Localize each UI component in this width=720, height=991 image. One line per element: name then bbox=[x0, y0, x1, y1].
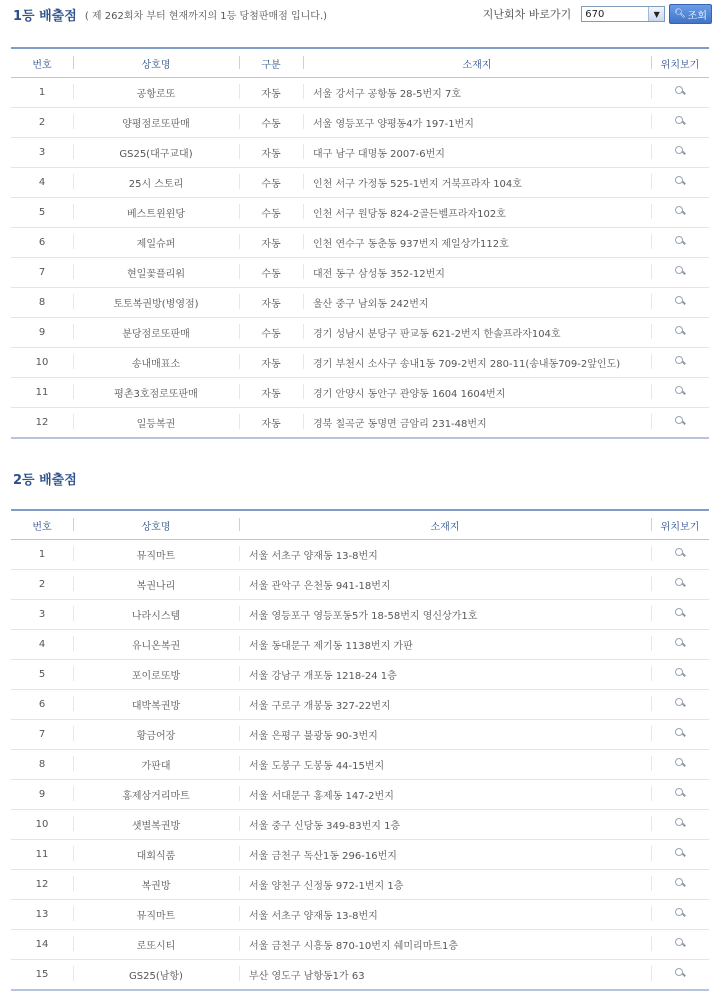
magnifier-icon[interactable] bbox=[673, 877, 687, 889]
table-row bbox=[11, 900, 709, 930]
col-header-address: 소재지 bbox=[303, 48, 651, 78]
cell: 홍제삼거리마트 bbox=[73, 780, 239, 810]
cell: 9 bbox=[11, 318, 73, 348]
cell: 서울 구로구 개봉동 327-22번지 bbox=[239, 690, 651, 720]
magnifier-icon[interactable] bbox=[673, 295, 687, 307]
magnifier-icon[interactable] bbox=[673, 847, 687, 859]
cell: 부산 영도구 남항동1가 63 bbox=[239, 960, 651, 991]
cell: GS25(대구교대) bbox=[73, 138, 239, 168]
magnifier-icon[interactable] bbox=[673, 607, 687, 619]
cell: 4 bbox=[11, 630, 73, 660]
cell: 분당점로또판매 bbox=[73, 318, 239, 348]
cell: 서울 관악구 은천동 941-18번지 bbox=[239, 570, 651, 600]
location-cell bbox=[651, 78, 709, 108]
cell: 15 bbox=[11, 960, 73, 991]
cell: 8 bbox=[11, 288, 73, 318]
cell: 현일꽃플리워 bbox=[73, 258, 239, 288]
cell: 서울 중구 신당동 349-83번지 1층 bbox=[239, 810, 651, 840]
cell: 5 bbox=[11, 660, 73, 690]
cell: 수동 bbox=[239, 258, 303, 288]
location-cell bbox=[651, 840, 709, 870]
location-cell bbox=[651, 870, 709, 900]
cell: 샛별복권방 bbox=[73, 810, 239, 840]
table-row bbox=[11, 600, 709, 630]
magnifier-icon[interactable] bbox=[673, 385, 687, 397]
cell: 13 bbox=[11, 900, 73, 930]
magnifier-icon[interactable] bbox=[673, 355, 687, 367]
cell: 로또시티 bbox=[73, 930, 239, 960]
cell: 경기 성남시 분당구 판교동 621-2번지 한솔프라자104호 bbox=[303, 318, 651, 348]
cell: 자동 bbox=[239, 288, 303, 318]
magnifier-icon[interactable] bbox=[673, 175, 687, 187]
cell: 서울 양천구 신정동 972-1번지 1층 bbox=[239, 870, 651, 900]
cell: 14 bbox=[11, 930, 73, 960]
table-row bbox=[11, 78, 709, 108]
cell: 포이로또방 bbox=[73, 660, 239, 690]
cell: 제일슈퍼 bbox=[73, 228, 239, 258]
cell: 자동 bbox=[239, 78, 303, 108]
table-header-row bbox=[11, 510, 709, 540]
magnifier-icon[interactable] bbox=[673, 817, 687, 829]
cell: 대구 남구 대명동 2007-6번지 bbox=[303, 138, 651, 168]
magnifier-icon[interactable] bbox=[673, 415, 687, 427]
location-cell bbox=[651, 750, 709, 780]
magnifier-icon[interactable] bbox=[673, 205, 687, 217]
cell: 인천 연수구 동춘동 937번지 제일상가112호 bbox=[303, 228, 651, 258]
cell: 경기 안양시 동안구 관양동 1604 1604번지 bbox=[303, 378, 651, 408]
cell: 대전 동구 삼성동 352-12번지 bbox=[303, 258, 651, 288]
location-cell bbox=[651, 318, 709, 348]
round-jump-label: 지난회차 바로가기 bbox=[482, 8, 572, 21]
magnifier-icon[interactable] bbox=[673, 115, 687, 127]
first-prize-note: ( 제 262회차 부터 현재까지의 1등 당첨판매점 입니다.) bbox=[84, 10, 328, 22]
col-header-number: 번호 bbox=[11, 510, 73, 540]
table-row bbox=[11, 690, 709, 720]
cell: 자동 bbox=[239, 378, 303, 408]
magnifier-icon[interactable] bbox=[673, 85, 687, 97]
cell: 7 bbox=[11, 720, 73, 750]
col-header-store: 상호명 bbox=[73, 510, 239, 540]
cell: 서울 강서구 공항동 28-5번지 7호 bbox=[303, 78, 651, 108]
cell: 5 bbox=[11, 198, 73, 228]
location-cell bbox=[651, 900, 709, 930]
col-header-number: 번호 bbox=[11, 48, 73, 78]
search-button[interactable] bbox=[669, 4, 712, 24]
magnifier-icon[interactable] bbox=[673, 937, 687, 949]
location-cell bbox=[651, 138, 709, 168]
cell: 수동 bbox=[239, 198, 303, 228]
magnifier-icon[interactable] bbox=[673, 577, 687, 589]
cell: 1 bbox=[11, 540, 73, 570]
table-row bbox=[11, 348, 709, 378]
search-button-label: 조회 bbox=[687, 10, 707, 22]
cell: 경기 부천시 소사구 송내1동 709-2번지 280-11(송내동709-2앞인도) bbox=[303, 348, 651, 378]
cell: 가판대 bbox=[73, 750, 239, 780]
location-cell bbox=[651, 378, 709, 408]
table-row bbox=[11, 870, 709, 900]
table-row bbox=[11, 540, 709, 570]
cell: 서울 은평구 불광동 90-3번지 bbox=[239, 720, 651, 750]
cell: 복권방 bbox=[73, 870, 239, 900]
location-cell bbox=[651, 228, 709, 258]
location-cell bbox=[651, 348, 709, 378]
location-cell bbox=[651, 780, 709, 810]
search-icon: 🔍︎ bbox=[674, 9, 686, 19]
cell: 10 bbox=[11, 348, 73, 378]
cell: 자동 bbox=[239, 348, 303, 378]
first-prize-table bbox=[11, 47, 709, 439]
table-row bbox=[11, 780, 709, 810]
location-cell bbox=[651, 540, 709, 570]
cell: 11 bbox=[11, 840, 73, 870]
cell: 자동 bbox=[239, 138, 303, 168]
cell: 인천 서구 원당동 824-2골든벨프라자102호 bbox=[303, 198, 651, 228]
location-cell bbox=[651, 288, 709, 318]
table-header-row bbox=[11, 48, 709, 78]
col-header-address: 소재지 bbox=[239, 510, 651, 540]
round-jump bbox=[483, 4, 712, 24]
cell: 3 bbox=[11, 600, 73, 630]
cell: 서울 영등포구 양평동4가 197-1번지 bbox=[303, 108, 651, 138]
cell: 자동 bbox=[239, 408, 303, 439]
magnifier-icon[interactable] bbox=[673, 787, 687, 799]
table-row bbox=[11, 840, 709, 870]
table-row bbox=[11, 258, 709, 288]
cell: 7 bbox=[11, 258, 73, 288]
magnifier-icon[interactable] bbox=[673, 145, 687, 157]
cell: 복권나리 bbox=[73, 570, 239, 600]
cell: 2 bbox=[11, 570, 73, 600]
magnifier-icon[interactable] bbox=[673, 325, 687, 337]
second-prize-table bbox=[11, 509, 709, 991]
cell: 황금어장 bbox=[73, 720, 239, 750]
magnifier-icon[interactable] bbox=[673, 967, 687, 979]
cell: 대박복권방 bbox=[73, 690, 239, 720]
location-cell bbox=[651, 690, 709, 720]
cell: 뮤직마트 bbox=[73, 900, 239, 930]
table-row bbox=[11, 750, 709, 780]
location-cell bbox=[651, 168, 709, 198]
location-cell bbox=[651, 630, 709, 660]
cell: 서울 동대문구 제기동 1138번지 가판 bbox=[239, 630, 651, 660]
location-cell bbox=[651, 930, 709, 960]
table-row bbox=[11, 408, 709, 439]
cell: 베스트윈윈당 bbox=[73, 198, 239, 228]
cell: 서울 서초구 양재동 13-8번지 bbox=[239, 540, 651, 570]
col-header-location: 위치보기 bbox=[651, 48, 709, 78]
location-cell bbox=[651, 660, 709, 690]
magnifier-icon[interactable] bbox=[673, 757, 687, 769]
magnifier-icon[interactable] bbox=[673, 547, 687, 559]
cell: 서울 서초구 양재동 13-8번지 bbox=[239, 900, 651, 930]
cell: 서울 강남구 개포동 1218-24 1층 bbox=[239, 660, 651, 690]
cell: 뮤직마트 bbox=[73, 540, 239, 570]
location-cell bbox=[651, 408, 709, 439]
table-row bbox=[11, 138, 709, 168]
cell: 나라시스템 bbox=[73, 600, 239, 630]
cell: 경북 칠곡군 동명면 금암리 231-48번지 bbox=[303, 408, 651, 439]
location-cell bbox=[651, 108, 709, 138]
cell: 자동 bbox=[239, 228, 303, 258]
table-row bbox=[11, 288, 709, 318]
location-cell bbox=[651, 960, 709, 991]
col-header-location: 위치보기 bbox=[651, 510, 709, 540]
table-row bbox=[11, 630, 709, 660]
location-cell bbox=[651, 570, 709, 600]
cell: 1 bbox=[11, 78, 73, 108]
cell: 서울 도봉구 도봉동 44-15번지 bbox=[239, 750, 651, 780]
location-cell bbox=[651, 720, 709, 750]
cell: 울산 중구 남외동 242번지 bbox=[303, 288, 651, 318]
cell: 공항로또 bbox=[73, 78, 239, 108]
second-prize-title: 2등 배출점 bbox=[13, 473, 77, 488]
location-cell bbox=[651, 198, 709, 228]
magnifier-icon[interactable] bbox=[673, 727, 687, 739]
cell: 25시 스토리 bbox=[73, 168, 239, 198]
table-row bbox=[11, 318, 709, 348]
cell: 11 bbox=[11, 378, 73, 408]
location-cell bbox=[651, 600, 709, 630]
magnifier-icon[interactable] bbox=[673, 697, 687, 709]
cell: 평촌3호점로또판매 bbox=[73, 378, 239, 408]
cell: 9 bbox=[11, 780, 73, 810]
cell: 6 bbox=[11, 690, 73, 720]
col-header-store: 상호명 bbox=[73, 48, 239, 78]
cell: 수동 bbox=[239, 168, 303, 198]
location-cell bbox=[651, 810, 709, 840]
table-row bbox=[11, 378, 709, 408]
cell: 유니온복권 bbox=[73, 630, 239, 660]
cell: 인천 서구 가정동 525-1번지 거북프라자 104호 bbox=[303, 168, 651, 198]
round-select[interactable] bbox=[581, 6, 665, 22]
table-row bbox=[11, 198, 709, 228]
magnifier-icon[interactable] bbox=[673, 637, 687, 649]
chevron-down-icon[interactable]: ▼ bbox=[648, 7, 664, 21]
cell: 8 bbox=[11, 750, 73, 780]
cell: 일등복권 bbox=[73, 408, 239, 439]
col-header-type: 구분 bbox=[239, 48, 303, 78]
table-row bbox=[11, 930, 709, 960]
cell: 수동 bbox=[239, 318, 303, 348]
table-row bbox=[11, 228, 709, 258]
table-row bbox=[11, 168, 709, 198]
table-row bbox=[11, 960, 709, 991]
cell: 서울 영등포구 영등포동5가 18-58번지 영신상가1호 bbox=[239, 600, 651, 630]
magnifier-icon[interactable] bbox=[673, 667, 687, 679]
cell: 서울 서대문구 홍제동 147-2번지 bbox=[239, 780, 651, 810]
cell: 토토복권방(병영점) bbox=[73, 288, 239, 318]
first-prize-title: 1등 배출점 bbox=[13, 8, 77, 24]
cell: 서울 금천구 시흥동 870-10번지 쉐미리마트1층 bbox=[239, 930, 651, 960]
first-prize-header bbox=[13, 4, 327, 24]
magnifier-icon[interactable] bbox=[673, 235, 687, 247]
cell: 수동 bbox=[239, 108, 303, 138]
cell: 대회식품 bbox=[73, 840, 239, 870]
cell: GS25(남항) bbox=[73, 960, 239, 991]
magnifier-icon[interactable] bbox=[673, 907, 687, 919]
cell: 3 bbox=[11, 138, 73, 168]
location-cell bbox=[651, 258, 709, 288]
cell: 서울 금천구 독산1동 296-16번지 bbox=[239, 840, 651, 870]
magnifier-icon[interactable] bbox=[673, 265, 687, 277]
cell: 4 bbox=[11, 168, 73, 198]
cell: 10 bbox=[11, 810, 73, 840]
table-row bbox=[11, 108, 709, 138]
round-select-value: 670 bbox=[585, 8, 605, 20]
cell: 12 bbox=[11, 870, 73, 900]
cell: 6 bbox=[11, 228, 73, 258]
table-row bbox=[11, 720, 709, 750]
table-row bbox=[11, 570, 709, 600]
table-row bbox=[11, 810, 709, 840]
table-row bbox=[11, 660, 709, 690]
cell: 12 bbox=[11, 408, 73, 439]
cell: 2 bbox=[11, 108, 73, 138]
cell: 양평점로또판매 bbox=[73, 108, 239, 138]
cell: 송내매표소 bbox=[73, 348, 239, 378]
